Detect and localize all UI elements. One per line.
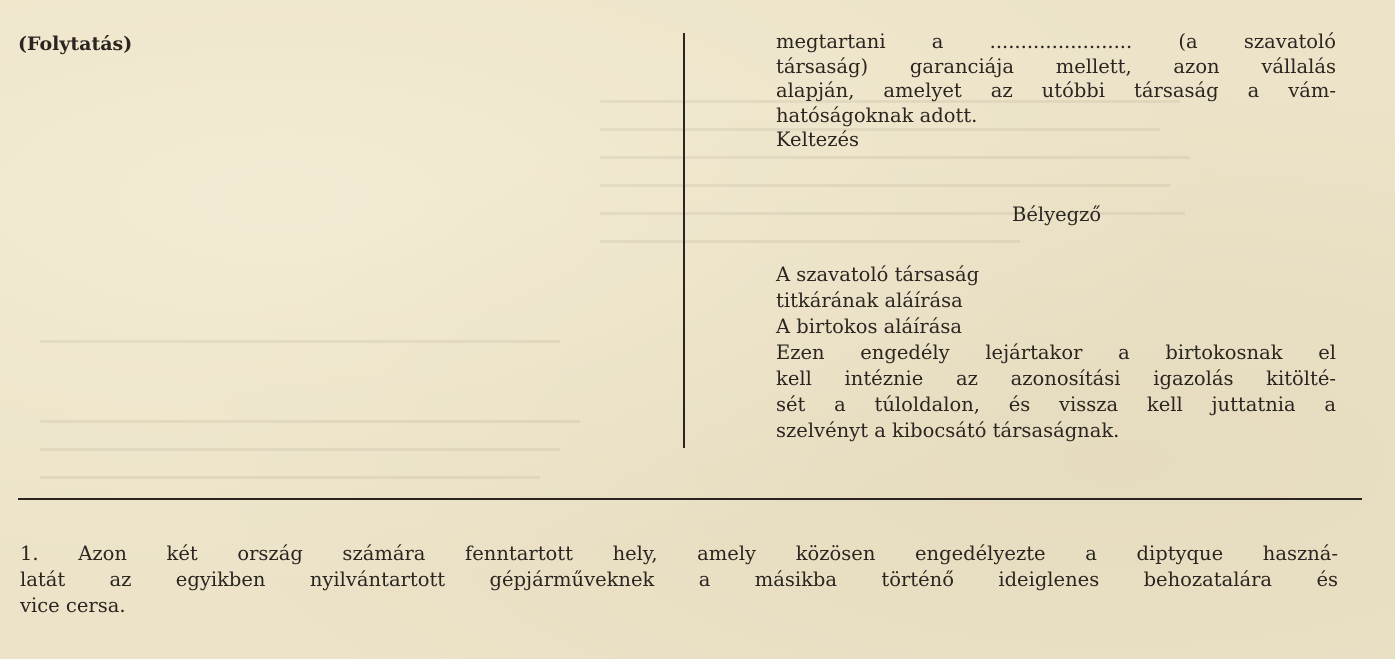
text-line: társaság) garanciája mellett, azon vállalás bbox=[776, 54, 1336, 78]
signature-block bbox=[776, 262, 1336, 444]
guarantor-signature-line-2: titkárának aláírása bbox=[776, 289, 963, 312]
footnote-separator bbox=[18, 498, 1362, 500]
notice-line: kell intéznie az azonosítási igazolás kitölté- bbox=[776, 367, 1336, 390]
text-line: megtartani a ....................... (a szavatoló bbox=[776, 30, 1336, 53]
date-label: Keltezés bbox=[776, 128, 860, 151]
text-line: hatóságoknak adott. bbox=[776, 103, 978, 127]
footnote-line: 1. Azon két ország számára fenntartott hely, amely közösen engedélyezte a diptyque haszná- bbox=[20, 542, 1338, 565]
column-divider bbox=[683, 33, 685, 448]
notice-line: szelvényt a kibocsátó társaságnak. bbox=[776, 419, 1120, 442]
notice-line: sét a túloldalon, és vissza kell juttatnia a bbox=[776, 393, 1336, 416]
text-line: alapján, amelyet az utóbbi társaság a vám- bbox=[776, 79, 1336, 102]
notice-line: Ezen engedély lejártakor a birtokosnak el bbox=[776, 341, 1336, 364]
holder-signature-line: A birtokos aláírása bbox=[776, 315, 962, 338]
continuation-label: (Folytatás) bbox=[18, 33, 133, 55]
footnote-line: latát az egyikben nyilvántartott gépjárműveknek a másikba történő ideiglenes behozatalára és bbox=[20, 568, 1338, 591]
footnote-line: vice cersa. bbox=[20, 594, 126, 617]
stamp-label: Bélyegző bbox=[1012, 203, 1102, 226]
guarantee-text bbox=[776, 30, 1336, 153]
guarantor-signature-line-1: A szavatoló társaság bbox=[776, 263, 980, 286]
footnote bbox=[20, 541, 1338, 619]
